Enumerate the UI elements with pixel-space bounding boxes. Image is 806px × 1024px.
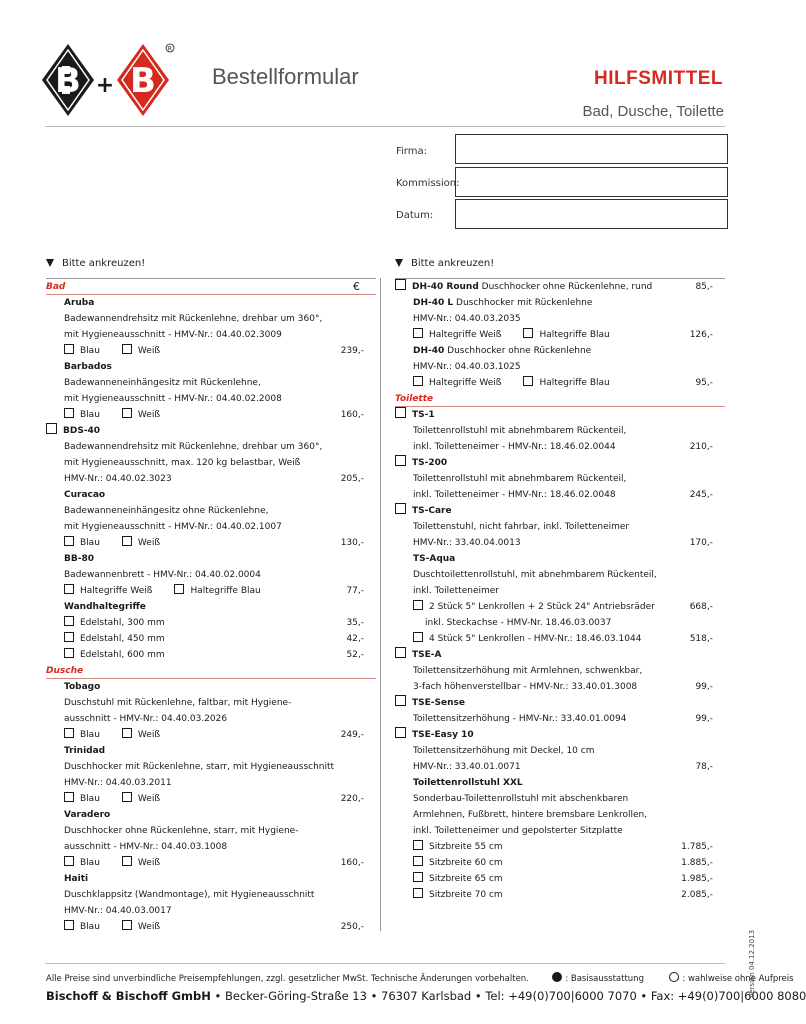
company-line (46, 989, 806, 1003)
product-name: Haiti (64, 874, 89, 884)
checkbox[interactable] (523, 328, 533, 338)
list-item (46, 855, 376, 871)
list-item (395, 439, 725, 455)
price-value: 160,- (340, 410, 364, 420)
product-name: Curacao (64, 490, 106, 500)
product-detail: Badewannendrehsitz mit Rückenlehne, drehbar um 360°, (64, 442, 323, 452)
product-detail: mit Hygieneausschnitt - HMV-Nr.: 04.40.02.2008 (64, 394, 282, 404)
option-label: Haltegriffe Blau (539, 378, 610, 388)
list-item (395, 711, 725, 727)
price-value: 518,- (689, 634, 713, 644)
checkbox[interactable] (64, 584, 74, 594)
section-heading: Dusche (46, 666, 84, 676)
product-name: Barbados (64, 362, 112, 372)
product-detail: HMV-Nr.: 04.40.03.2035 (413, 314, 521, 324)
checkbox[interactable] (122, 728, 132, 738)
list-item (46, 823, 376, 839)
option-label: Haltegriffe Weiß (429, 378, 502, 388)
legend-basic: : Basisausstattung (565, 974, 644, 984)
datum-field[interactable] (455, 199, 728, 229)
product-name: Toilettenrollstuhl XXL (413, 778, 523, 788)
company-name: Bischoff & Bischoff GmbH (46, 989, 211, 1003)
svg-text:+: + (95, 73, 115, 98)
price-value: 95,- (695, 378, 713, 388)
product-detail: 3-fach höhenverstellbar - HMV-Nr.: 33.40.01.3008 (413, 682, 638, 692)
product-name: TS-200 (412, 458, 448, 468)
product-column-left (46, 278, 376, 935)
product-name: Wandhaltegriffe (64, 602, 146, 612)
instruction-right: Bitte ankreuzen! (395, 258, 494, 269)
price-value: 250,- (340, 922, 364, 932)
company-logo (38, 40, 178, 122)
price-value: 1.985,- (681, 874, 713, 884)
checkbox[interactable] (64, 648, 74, 658)
option-label: Blau (80, 730, 100, 740)
list-item (395, 551, 725, 567)
checkbox[interactable] (64, 728, 74, 738)
option-label: Sitzbreite 65 cm (429, 874, 503, 884)
checkbox[interactable] (395, 695, 406, 706)
product-description: Duschhocker mit Rückenlehne (456, 298, 593, 308)
checkbox[interactable] (122, 792, 132, 802)
list-item (46, 391, 376, 407)
list-item (395, 375, 725, 391)
product-name: BDS-40 (63, 426, 101, 436)
checkbox[interactable] (122, 408, 132, 418)
section-heading: Toilette (395, 394, 434, 404)
list-item (46, 759, 376, 775)
list-item (46, 423, 376, 439)
product-detail: inkl. Toiletteneimer und gepolsterter Sitzplatte (413, 826, 623, 836)
checkbox[interactable] (413, 840, 423, 850)
option-label: Blau (80, 922, 100, 932)
checkbox[interactable] (523, 376, 533, 386)
checkbox[interactable] (395, 647, 406, 658)
option-label: Edelstahl, 300 mm (80, 618, 165, 628)
list-item (395, 343, 725, 359)
product-detail: Toilettenrollstuhl mit abnehmbarem Rückenteil, (413, 426, 627, 436)
list-item (395, 583, 725, 599)
list-item (46, 567, 376, 583)
product-detail: HMV-Nr.: 04.40.03.2011 (64, 778, 172, 788)
list-item (395, 775, 725, 791)
section-heading: Bad (46, 282, 66, 292)
product-detail: mit Hygieneausschnitt - HMV-Nr.: 04.40.02.1007 (64, 522, 282, 532)
checkbox[interactable] (122, 344, 132, 354)
product-detail: HMV-Nr.: 33.40.01.0071 (413, 762, 521, 772)
list-item (395, 647, 725, 663)
price-value: 99,- (695, 714, 713, 724)
svg-text:B: B (55, 61, 81, 101)
product-detail: Duschhocker ohne Rückenlehne, starr, mit Hygiene- (64, 826, 299, 836)
list-item (46, 359, 376, 375)
price-value: 160,- (340, 858, 364, 868)
list-item (46, 903, 376, 919)
triangle-down-icon (395, 259, 403, 267)
product-detail: HMV-Nr.: 33.40.04.0013 (413, 538, 521, 548)
field-label-datum: Datum: (396, 210, 434, 221)
list-item (395, 471, 725, 487)
firma-field[interactable] (455, 134, 728, 164)
option-label: Weiß (137, 858, 160, 868)
form-subtitle: Bad, Dusche, Toilette (582, 103, 724, 120)
product-detail: Duschklappsitz (Wandmontage), mit Hygieneausschnitt (64, 890, 315, 900)
list-item (395, 743, 725, 759)
product-column-right (395, 278, 725, 903)
checkbox[interactable] (122, 920, 132, 930)
option-label: Edelstahl, 600 mm (80, 650, 165, 660)
checkbox[interactable] (122, 856, 132, 866)
list-item (46, 583, 376, 599)
product-name: Trinidad (64, 746, 106, 756)
svg-text:B: B (130, 61, 156, 101)
footer-divider (45, 963, 725, 964)
list-item (395, 727, 725, 743)
option-label: Blau (80, 538, 100, 548)
list-item (395, 807, 725, 823)
product-name: TSE-Easy 10 (412, 730, 474, 740)
checkbox[interactable] (64, 632, 74, 642)
product-description: Duschhocker ohne Rückenlehne (447, 346, 592, 356)
option-label: Sitzbreite 55 cm (429, 842, 503, 852)
list-item (46, 711, 376, 727)
price-value: 668,- (689, 602, 713, 612)
checkbox[interactable] (64, 792, 74, 802)
checkbox[interactable] (64, 616, 74, 626)
filled-dot-icon (552, 972, 562, 982)
product-detail: Toilettensitzerhöhung mit Armlehnen, schwenkbar, (413, 666, 643, 676)
checkbox[interactable] (395, 503, 406, 514)
list-item (395, 519, 725, 535)
company-address: • Becker-Göring-Straße 13 • 76307 Karlsbad • Tel: +49(0)700|6000 7070 • Fax: +49(0)700|6000 8080 (210, 989, 806, 1003)
product-detail: Badewannendrehsitz mit Rückenlehne, drehbar um 360°, (64, 314, 323, 324)
option-label: Blau (80, 410, 100, 420)
list-item (46, 439, 376, 455)
list-item (395, 759, 725, 775)
price-value: 42,- (346, 634, 364, 644)
price-value: 130,- (340, 538, 364, 548)
product-detail: Badewannenbrett - HMV-Nr.: 04.40.02.0004 (64, 570, 261, 580)
price-value: 205,- (340, 474, 364, 484)
checkbox[interactable] (395, 727, 406, 738)
option-label: Edelstahl, 450 mm (80, 634, 165, 644)
list-item (395, 631, 725, 647)
price-value: 78,- (695, 762, 713, 772)
option-label: Weiß (137, 730, 160, 740)
list-item (395, 871, 725, 887)
list-item (46, 599, 376, 615)
list-item (395, 455, 725, 471)
price-value: 245,- (689, 490, 713, 500)
list-item (395, 279, 725, 295)
list-item (395, 567, 725, 583)
option-label: 2 Stück 5" Lenkrollen + 2 Stück 24" Antriebsräder (429, 602, 655, 612)
list-item (46, 375, 376, 391)
product-detail: Toilettensitzerhöhung mit Deckel, 10 cm (413, 746, 595, 756)
kommission-field[interactable] (455, 167, 728, 197)
product-detail: ausschnitt - HMV-Nr.: 04.40.03.1008 (64, 842, 228, 852)
list-item (395, 535, 725, 551)
form-title: Bestellformular (212, 64, 359, 89)
checkbox[interactable] (64, 856, 74, 866)
list-item (46, 919, 376, 935)
list-item (46, 631, 376, 647)
product-name: TSE-Sense (412, 698, 465, 708)
product-detail: Duschtoilettenrollstuhl, mit abnehmbarem Rückenteil, (413, 570, 657, 580)
product-name: TS-1 (412, 410, 435, 420)
product-detail: Armlehnen, Fußbrett, hintere bremsbare Lenkrollen, (413, 810, 648, 820)
list-item (46, 343, 376, 359)
option-label: Weiß (137, 410, 160, 420)
price-value: 249,- (340, 730, 364, 740)
header-divider (45, 126, 725, 127)
list-item (46, 663, 376, 679)
list-item (46, 487, 376, 503)
option-label: 4 Stück 5" Lenkrollen - HMV-Nr.: 18.46.03.1044 (429, 634, 642, 644)
product-name: DH-40 L (413, 298, 454, 308)
list-item (46, 455, 376, 471)
list-item (46, 743, 376, 759)
list-item (395, 823, 725, 839)
product-detail: HMV-Nr.: 04.40.03.0017 (64, 906, 172, 916)
list-item (46, 471, 376, 487)
list-item (46, 327, 376, 343)
list-item (46, 311, 376, 327)
checkbox[interactable] (64, 408, 74, 418)
list-item (46, 839, 376, 855)
field-label-firma: Firma: (396, 146, 427, 157)
checkbox[interactable] (395, 455, 406, 466)
price-value: 1.885,- (681, 858, 713, 868)
option-label: Weiß (137, 538, 160, 548)
list-item (46, 679, 376, 695)
price-value: 126,- (689, 330, 713, 340)
checkbox[interactable] (174, 584, 184, 594)
brand-heading: HILFSMITTEL (594, 68, 723, 89)
product-name: Varadero (64, 810, 111, 820)
product-name: DH-40 (413, 346, 445, 356)
product-description: Duschhocker ohne Rückenlehne, rund (481, 282, 653, 292)
list-item (46, 791, 376, 807)
product-detail: mit Hygieneausschnitt - HMV-Nr.: 04.40.02.3009 (64, 330, 282, 340)
price-value: 210,- (689, 442, 713, 452)
price-value: 52,- (346, 650, 364, 660)
list-item (46, 519, 376, 535)
option-label: Blau (80, 794, 100, 804)
list-item (395, 887, 725, 903)
list-item (46, 647, 376, 663)
product-name: TS-Aqua (413, 554, 456, 564)
currency-label: € (353, 280, 360, 293)
option-label: Blau (80, 858, 100, 868)
option-label: Haltegriffe Blau (539, 330, 610, 340)
price-value: 85,- (695, 282, 713, 292)
list-item (395, 311, 725, 327)
product-detail: Toilettenrollstuhl mit abnehmbarem Rückenteil, (413, 474, 627, 484)
list-item (395, 855, 725, 871)
price-note: Alle Preise sind unverbindliche Preisempfehlungen, zzgl. gesetzlicher MwSt. Technische Änderungen vorbehalten. : Basisausstattung : wahlweise ohne Aufpreis (46, 974, 794, 984)
list-item (395, 391, 725, 407)
svg-text:R: R (167, 45, 173, 53)
checkbox[interactable] (64, 920, 74, 930)
list-item (46, 407, 376, 423)
product-detail: Sonderbau-Toilettenrollstuhl mit abschenkbaren (413, 794, 629, 804)
product-detail: Toilettenstuhl, nicht fahrbar, inkl. Toiletteneimer (413, 522, 630, 532)
checkbox[interactable] (413, 888, 423, 898)
list-item (395, 679, 725, 695)
product-detail: HMV-Nr.: 04.40.02.3023 (64, 474, 172, 484)
legend-optional: : wahlweise ohne Aufpreis (682, 974, 794, 984)
list-item (46, 503, 376, 519)
product-detail: Toilettensitzerhöhung - HMV-Nr.: 33.40.01.0094 (413, 714, 627, 724)
price-value: 2.085,- (681, 890, 713, 900)
product-detail: Badewanneneinhängesitz mit Rückenlehne, (64, 378, 261, 388)
triangle-down-icon (46, 259, 54, 267)
price-value: 1.785,- (681, 842, 713, 852)
option-label: Blau (80, 346, 100, 356)
price-value: 99,- (695, 682, 713, 692)
list-item (46, 551, 376, 567)
checkbox[interactable] (395, 407, 406, 418)
list-item (395, 359, 725, 375)
option-label: Sitzbreite 70 cm (429, 890, 503, 900)
option-label: Haltegriffe Weiß (80, 586, 153, 596)
product-detail: Duschstuhl mit Rückenlehne, faltbar, mit Hygiene- (64, 698, 292, 708)
product-name: DH-40 Round (412, 282, 479, 292)
checkbox[interactable] (413, 856, 423, 866)
product-detail: Badewanneneinhängesitz ohne Rückenlehne, (64, 506, 269, 516)
list-item (46, 871, 376, 887)
list-item (46, 775, 376, 791)
list-item (46, 279, 376, 295)
list-item (46, 295, 376, 311)
price-value: 239,- (340, 346, 364, 356)
checkbox[interactable] (122, 536, 132, 546)
list-item (395, 503, 725, 519)
checkbox[interactable] (395, 279, 406, 290)
column-divider (380, 278, 381, 931)
product-detail: HMV-Nr.: 04.40.03.1025 (413, 362, 521, 372)
empty-dot-icon (669, 972, 679, 982)
list-item (395, 663, 725, 679)
list-item (46, 615, 376, 631)
checkbox[interactable] (413, 872, 423, 882)
checkbox[interactable] (413, 376, 423, 386)
checkbox[interactable] (413, 600, 423, 610)
product-name: TS-Care (412, 506, 452, 516)
checkbox[interactable] (46, 423, 57, 434)
product-name: Aruba (64, 298, 95, 308)
price-value: 77,- (346, 586, 364, 596)
product-detail: inkl. Steckachse - HMV-Nr. 18.46.03.0037 (425, 618, 612, 628)
product-name: BB-80 (64, 554, 94, 564)
product-detail: inkl. Toiletteneimer - HMV-Nr.: 18.46.02.0048 (413, 490, 616, 500)
price-value: 35,- (346, 618, 364, 628)
product-detail: ausschnitt - HMV-Nr.: 04.40.03.2026 (64, 714, 228, 724)
product-detail: inkl. Toiletteneimer (413, 586, 499, 596)
option-label: Weiß (137, 922, 160, 932)
product-detail: mit Hygieneausschnitt, max. 120 kg belastbar, Weiß (64, 458, 301, 468)
list-item (395, 487, 725, 503)
checkbox[interactable] (64, 536, 74, 546)
list-item (395, 407, 725, 423)
list-item (46, 807, 376, 823)
option-label: Sitzbreite 60 cm (429, 858, 503, 868)
list-item (395, 599, 725, 615)
product-detail: inkl. Toiletteneimer - HMV-Nr.: 18.46.02.0044 (413, 442, 616, 452)
product-name: TSE-A (412, 650, 442, 660)
checkbox[interactable] (413, 328, 423, 338)
list-item (46, 887, 376, 903)
list-item (395, 327, 725, 343)
list-item (395, 615, 725, 631)
checkbox[interactable] (64, 344, 74, 354)
option-label: Weiß (137, 346, 160, 356)
price-value: 220,- (340, 794, 364, 804)
price-value: 170,- (689, 538, 713, 548)
list-item (395, 791, 725, 807)
field-label-kommission: Kommission: (396, 178, 460, 189)
list-item (395, 839, 725, 855)
product-name: Tobago (64, 682, 101, 692)
option-label: Haltegriffe Weiß (429, 330, 502, 340)
list-item (46, 535, 376, 551)
list-item (46, 727, 376, 743)
list-item (46, 695, 376, 711)
option-label: Haltegriffe Blau (190, 586, 261, 596)
option-label: Weiß (137, 794, 160, 804)
checkbox[interactable] (413, 632, 423, 642)
version-label: Version 04.12.2013 (748, 929, 756, 998)
list-item (395, 423, 725, 439)
product-detail: Duschhocker mit Rückenlehne, starr, mit Hygieneausschnitt (64, 762, 335, 772)
list-item (395, 695, 725, 711)
instruction-left: Bitte ankreuzen! (46, 258, 145, 269)
list-item (395, 295, 725, 311)
